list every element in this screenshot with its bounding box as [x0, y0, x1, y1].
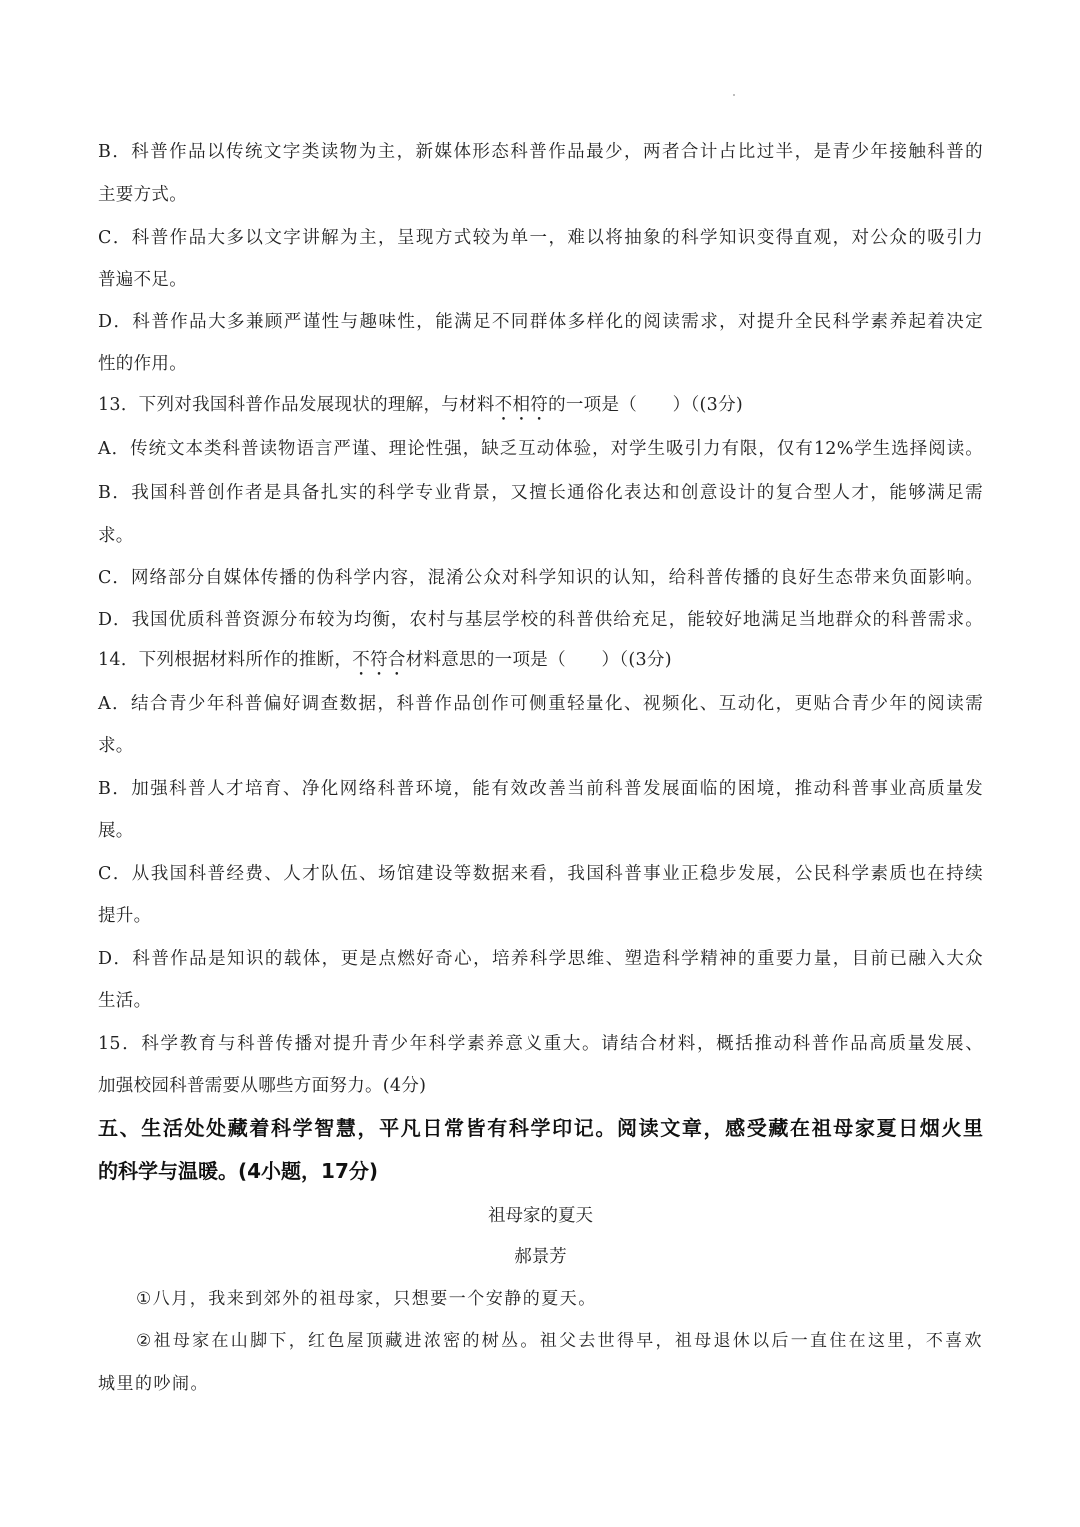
q13-stem [98, 393, 983, 425]
section5-heading-line1: 五、生活处处藏着科学智慧，平凡日常皆有科学印记。阅读文章，感受藏在祖母家夏日烟火里 [98, 1116, 983, 1140]
q12-option-b-line1: B．科普作品以传统文字类读物为主，新媒体形态科普作品最少，两者合计占比过半，是青少年接触科普的 [98, 142, 983, 162]
scan-speck [733, 94, 735, 96]
q15-line1: 15．科学教育与科普传播对提升青少年科学素养意义重大。请结合材料，概括推动科普作品高质量发展、 [98, 1034, 983, 1054]
q13-stem-pre: 13．下列对我国科普作品发展现状的理解，与材料 [98, 395, 495, 415]
q14-option-c-line1: C．从我国科普经费、人才队伍、场馆建设等数据来看，我国科普事业正稳步发展，公民科学素质也在持续 [98, 864, 983, 884]
q14-option-b-line2: 展。 [98, 821, 134, 841]
q12-option-d-line1: D．科普作品大多兼顾严谨性与趣味性，能满足不同群体多样化的阅读需求，对提升全民科学素养起着决定 [98, 312, 983, 332]
q13-option-c: C．网络部分自媒体传播的伪科学内容，混淆公众对科学知识的认知，给科普传播的良好生态带来负面影响。 [98, 568, 983, 588]
q13-stem-post: 的一项是（ ）（(3分) [548, 395, 744, 415]
article-author: 郝景芳 [514, 1247, 567, 1267]
q12-option-b-line2: 主要方式。 [98, 185, 187, 205]
q12-option-d-line2: 性的作用。 [98, 354, 187, 374]
q14-option-d-line1: D．科普作品是知识的载体，更是点燃好奇心，培养科学思维、塑造科学精神的重要力量，目前已融入大众 [98, 949, 983, 969]
q12-option-c-line1: C．科普作品大多以文字讲解为主，呈现方式较为单一，难以将抽象的科学知识变得直观，对公众的吸引力 [98, 228, 983, 248]
q14-stem-post: 材料意思的一项是（ ）（(3分) [405, 650, 672, 670]
q14-stem [98, 648, 983, 680]
article-paragraph-2-line1: ②祖母家在山脚下，红色屋顶藏进浓密的树丛。祖父去世得早，祖母退休以后一直住在这里，不喜欢 [136, 1331, 983, 1351]
q13-stem-emphasis: 不相符 [494, 395, 549, 415]
q13-option-b-line1: B．我国科普创作者是具备扎实的科学专业背景，又擅长通俗化表达和创意设计的复合型人才，能够满足需 [98, 483, 983, 503]
article-title: 祖母家的夏天 [488, 1206, 593, 1226]
article-paragraph-2-line2: 城里的吵闹。 [98, 1374, 209, 1394]
q13-option-a: A．传统文本类科普读物语言严谨、理论性强，缺乏互动体验，对学生吸引力有限，仅有12%学生选择阅读。 [98, 439, 983, 459]
section5-heading-line2: 的科学与温暖。(4小题，17分) [98, 1159, 379, 1183]
q13-option-d: D．我国优质科普资源分布较为均衡，农村与基层学校的科普供给充足，能较好地满足当地群众的科普需求。 [98, 610, 983, 630]
q14-option-b-line1: B．加强科普人才培育、净化网络科普环境，能有效改善当前科普发展面临的困境，推动科普事业高质量发 [98, 779, 983, 799]
q14-stem-pre: 14．下列根据材料所作的推断， [98, 650, 353, 670]
q14-option-a-line1: A．结合青少年科普偏好调查数据，科普作品创作可侧重轻量化、视频化、互动化，更贴合青少年的阅读需 [98, 694, 983, 714]
q12-option-c-line2: 普遍不足。 [98, 270, 187, 290]
q14-option-a-line2: 求。 [98, 736, 134, 756]
q13-option-b-line2: 求。 [98, 526, 134, 546]
q15-line2: 加强校园科普需要从哪些方面努力。(4分) [98, 1076, 427, 1096]
q14-option-d-line2: 生活。 [98, 991, 152, 1011]
q14-stem-emphasis: 不符合 [352, 650, 406, 670]
q14-option-c-line2: 提升。 [98, 906, 152, 926]
article-paragraph-1: ①八月，我来到郊外的祖母家，只想要一个安静的夏天。 [136, 1289, 597, 1309]
